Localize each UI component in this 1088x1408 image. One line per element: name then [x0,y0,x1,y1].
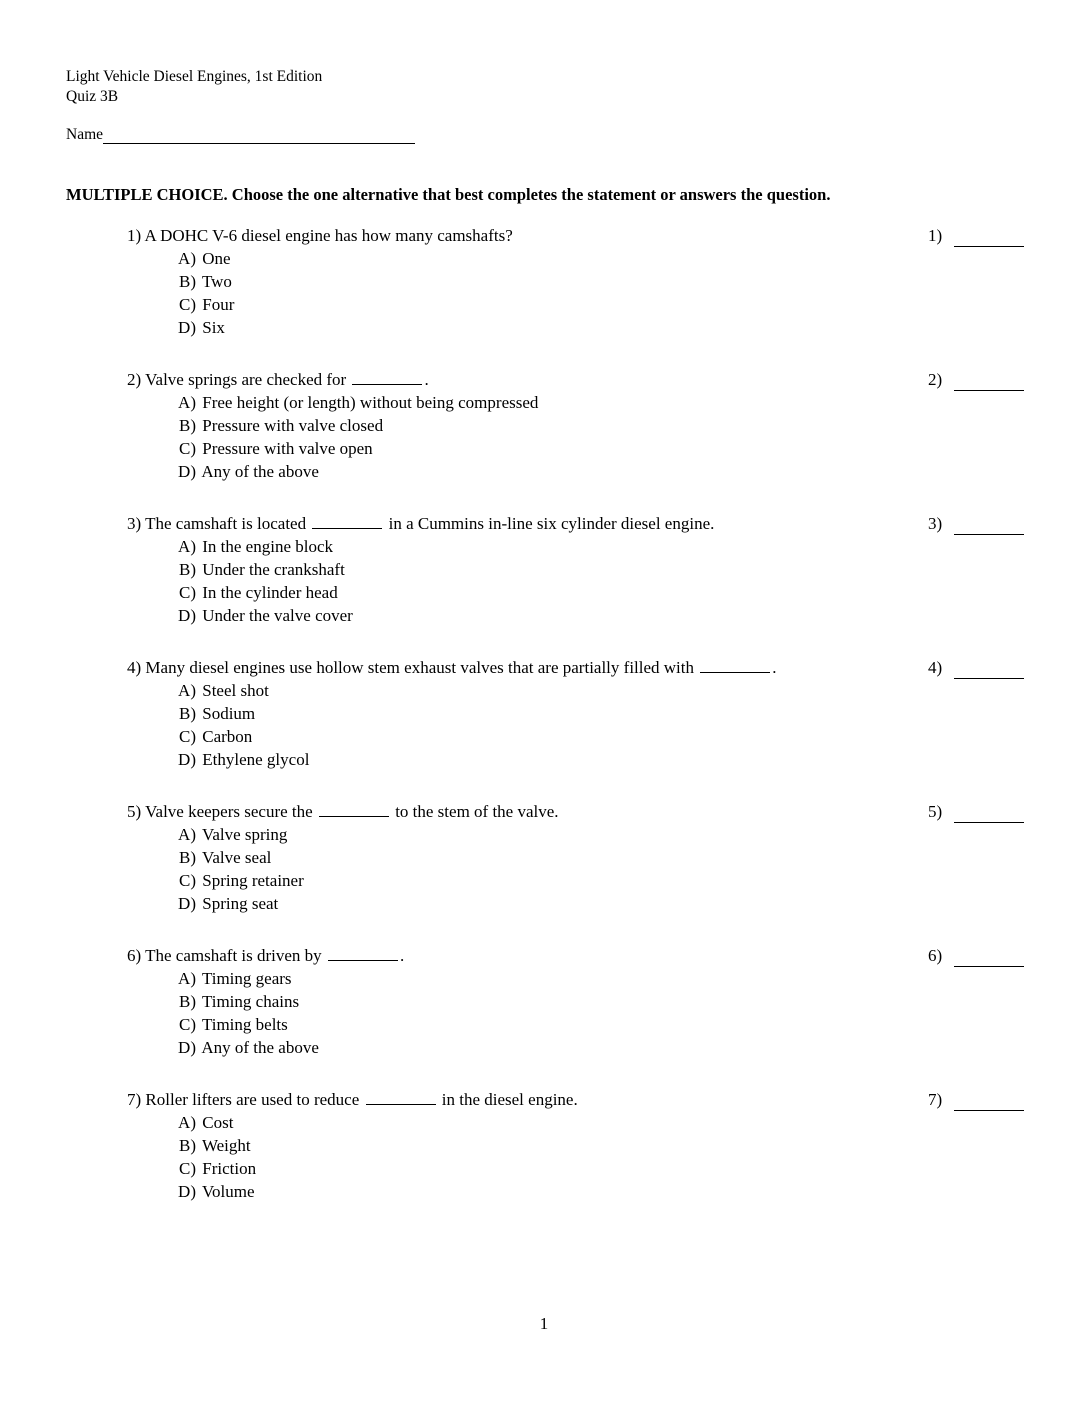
question-number: 7) [127,1090,142,1109]
question-stem [127,512,1027,535]
option-letter: C) [179,295,196,314]
answer-label: 7) [928,1090,943,1109]
option-text: Under the crankshaft [202,560,345,579]
question-text: Roller lifters are used to reduce [145,1090,360,1109]
fill-in-blank [366,1090,436,1105]
option-letter: B) [179,992,196,1011]
option-letter: C) [179,727,196,746]
option-letter: D) [178,1182,196,1201]
option-d[interactable] [172,604,1027,627]
option-text: Sodium [202,704,256,723]
option-letter: C) [179,871,196,890]
question-number: 3) [127,514,142,533]
option-a[interactable] [172,967,1027,990]
option-c[interactable] [172,293,1027,316]
option-d[interactable] [172,1036,1027,1059]
option-d[interactable] [172,748,1027,771]
question-stem [127,224,1027,247]
option-text: Under the valve cover [202,606,353,625]
option-a[interactable] [172,247,1027,270]
answer-slot-1 [928,224,1024,247]
option-letter: A) [178,249,196,268]
option-a[interactable] [172,823,1027,846]
question-text-after: . [424,370,429,389]
option-list [172,1111,1027,1203]
option-text: Timing chains [201,992,300,1011]
option-c[interactable] [172,1013,1027,1036]
answer-label: 3) [928,514,943,533]
option-text: Free height (or length) without being compressed [202,393,539,412]
option-d[interactable] [172,316,1027,339]
question-4 [127,656,1027,771]
answer-slot-5 [928,800,1024,823]
option-list [172,391,1027,483]
fill-in-blank [700,658,770,673]
question-stem [127,800,1027,823]
option-list [172,967,1027,1059]
option-text: Steel shot [202,681,269,700]
question-text: Valve springs are checked for [145,370,347,389]
answer-label: 1) [928,226,943,245]
question-5 [127,800,1027,915]
option-c[interactable] [172,869,1027,892]
answer-slot-3 [928,512,1024,535]
option-letter: C) [179,439,196,458]
answer-label: 5) [928,802,943,821]
question-2 [127,368,1027,483]
option-letter: D) [178,894,196,913]
option-text: Any of the above [201,1038,319,1057]
question-number: 4) [127,658,142,677]
option-letter: C) [179,583,196,602]
section-instructions: MULTIPLE CHOICE. Choose the one alternative that best completes the statement or answers the question. [66,185,831,204]
option-b[interactable] [172,702,1027,725]
question-text: Valve keepers secure the [145,802,313,821]
fill-in-blank [312,514,382,529]
option-text: Pressure with valve closed [202,416,384,435]
option-a[interactable] [172,1111,1027,1134]
name-field-row [66,125,415,144]
option-text: Spring seat [202,894,279,913]
answer-slot-6 [928,944,1024,967]
option-text: Valve spring [201,825,288,844]
option-text: Volume [201,1182,255,1201]
answer-input-line[interactable] [954,228,1024,247]
option-c[interactable] [172,725,1027,748]
option-a[interactable] [172,391,1027,414]
option-text: Timing belts [201,1015,288,1034]
question-stem [127,656,1027,679]
option-list [172,535,1027,627]
option-list [172,823,1027,915]
option-text: Six [202,318,225,337]
option-c[interactable] [172,437,1027,460]
option-text: Weight [201,1136,251,1155]
question-3 [127,512,1027,627]
answer-slot-2 [928,368,1024,391]
option-letter: A) [178,825,196,844]
option-text: Four [202,295,235,314]
option-letter: D) [178,462,196,481]
option-letter: D) [178,318,196,337]
page-number: 1 [539,1314,549,1333]
option-b[interactable] [172,990,1027,1013]
question-text-after: . [399,946,405,965]
name-input-line[interactable] [103,125,415,144]
option-letter: D) [178,1038,196,1057]
option-a[interactable] [172,535,1027,558]
quiz-label: Quiz 3B [66,88,119,105]
option-text: Valve seal [201,848,272,867]
option-b[interactable] [172,414,1027,437]
option-b[interactable] [172,1134,1027,1157]
answer-input-line[interactable] [954,372,1024,391]
option-letter: D) [178,606,196,625]
option-letter: A) [178,681,196,700]
question-number: 6) [127,946,142,965]
option-b[interactable] [172,846,1027,869]
option-letter: B) [179,1136,196,1155]
option-letter: C) [179,1159,196,1178]
option-list [172,247,1027,339]
option-text: Any of the above [201,462,319,481]
option-list [172,679,1027,771]
option-letter: B) [179,560,196,579]
option-d[interactable] [172,892,1027,915]
option-text: One [202,249,231,268]
option-letter: A) [178,969,196,988]
question-6 [127,944,1027,1059]
option-letter: C) [179,1015,196,1034]
answer-label: 4) [928,658,943,677]
option-letter: B) [179,848,196,867]
question-text: The camshaft is driven by [145,946,322,965]
option-text: Cost [202,1113,234,1132]
question-text-after: . [772,658,777,677]
fill-in-blank [319,802,389,817]
question-text: Many diesel engines use hollow stem exhaust valves that are partially filled with [145,658,695,677]
question-stem [127,368,1027,391]
option-a[interactable] [172,679,1027,702]
name-label: Name [66,126,104,143]
answer-slot-7 [928,1088,1024,1111]
option-letter: B) [179,272,196,291]
option-text: Timing gears [201,969,292,988]
option-text: Pressure with valve open [202,439,373,458]
question-text-after: in the diesel engine. [441,1090,578,1109]
option-c[interactable] [172,1157,1027,1180]
option-text: Friction [202,1159,257,1178]
option-text: Ethylene glycol [202,750,310,769]
option-d[interactable] [172,1180,1027,1203]
option-b[interactable] [172,270,1027,293]
option-text: Spring retainer [202,871,304,890]
option-d[interactable] [172,460,1027,483]
option-letter: B) [179,704,196,723]
answer-label: 6) [928,946,943,965]
answer-input-line[interactable] [954,1092,1024,1111]
question-1 [127,224,1027,339]
option-letter: B) [179,416,196,435]
question-number: 1) [127,226,142,245]
fill-in-blank [328,946,398,961]
option-text: Carbon [202,727,253,746]
answer-input-line[interactable] [954,516,1024,535]
option-letter: A) [178,537,196,556]
option-text: Two [201,272,232,291]
answer-input-line[interactable] [954,660,1024,679]
question-text-after: to the stem of the valve. [395,802,559,821]
question-stem [127,1088,1027,1111]
question-stem [127,944,1027,967]
question-text: The camshaft is located [145,514,307,533]
answer-slot-4 [928,656,1024,679]
course-title: Light Vehicle Diesel Engines, 1st Edition [66,68,323,85]
option-letter: A) [178,1113,196,1132]
option-b[interactable] [172,558,1027,581]
question-text: A DOHC V-6 diesel engine has how many camshafts? [144,226,513,245]
fill-in-blank [352,370,422,385]
question-number: 5) [127,802,142,821]
question-text-after: in a Cummins in-line six cylinder diesel engine. [388,514,715,533]
option-text: In the engine block [202,537,334,556]
answer-input-line[interactable] [954,804,1024,823]
question-7 [127,1088,1027,1203]
answer-label: 2) [928,370,943,389]
option-letter: D) [178,750,196,769]
answer-input-line[interactable] [954,948,1024,967]
option-letter: A) [178,393,196,412]
option-c[interactable] [172,581,1027,604]
question-number: 2) [127,370,142,389]
option-text: In the cylinder head [202,583,338,602]
